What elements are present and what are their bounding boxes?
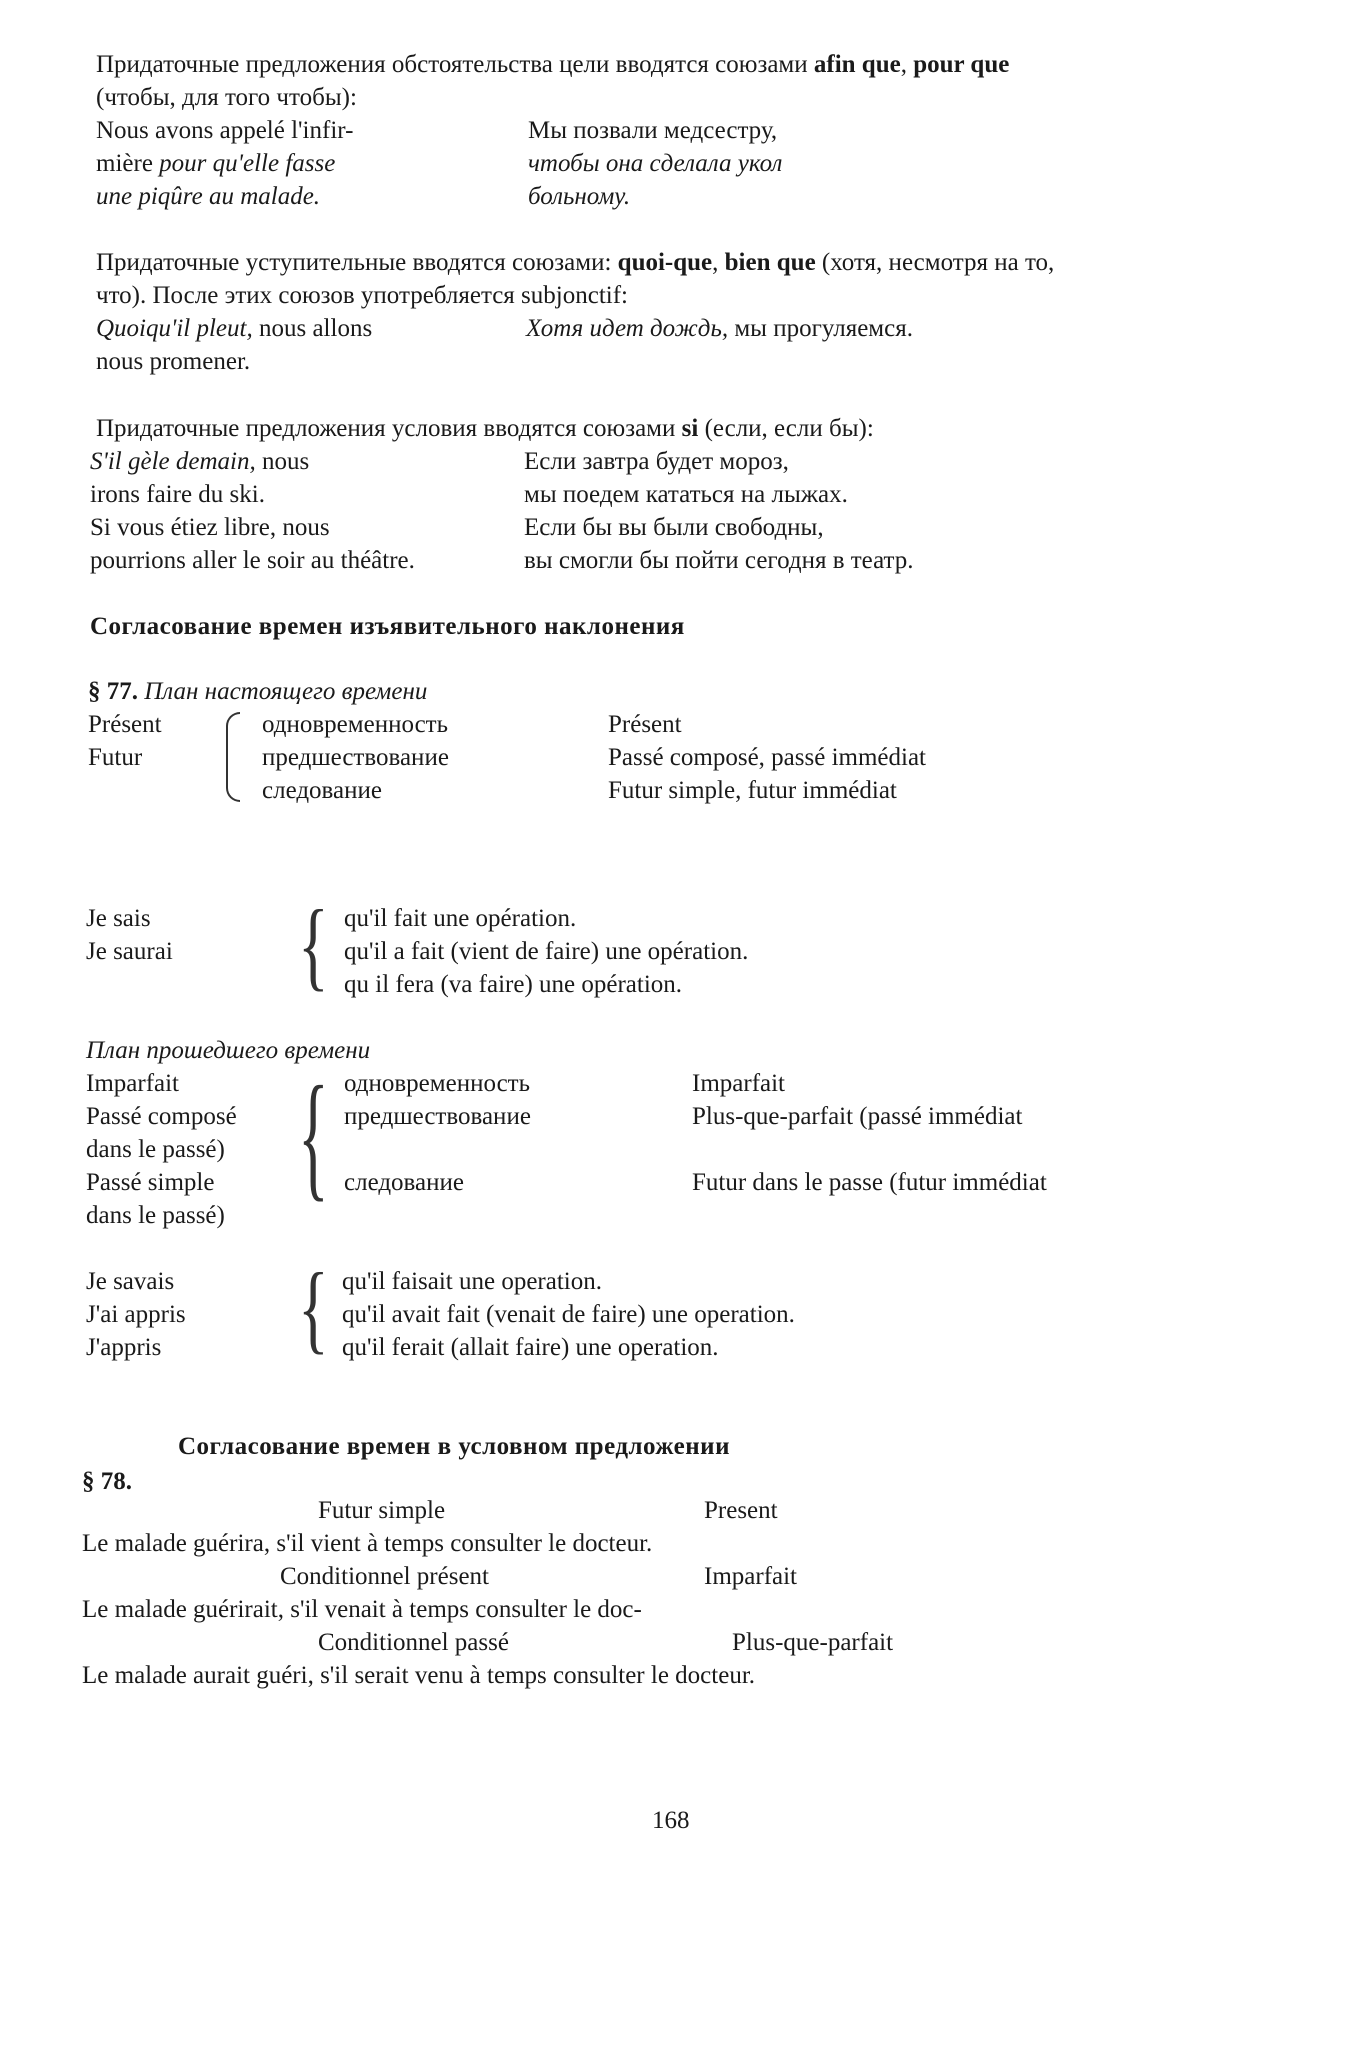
past-plan-title: План прошедшего времени <box>86 1037 371 1064</box>
present-left-2: Futur <box>88 744 143 771</box>
section-77-title <box>88 675 427 708</box>
condition-fr-2: irons faire du ski. <box>90 481 265 508</box>
example2-right-1: qu'il faisait une operation. <box>342 1268 602 1295</box>
concessive-fr-2: nous promener. <box>96 348 251 375</box>
section-78-number: § 78. <box>82 1468 132 1495</box>
row3-label-a: Conditionnel passé <box>318 1629 509 1656</box>
purpose-ru-1: Мы позвали медсестру, <box>528 117 778 144</box>
present-right-1: Présent <box>608 711 682 738</box>
example1-right-2: qu'il a fait (vient de faire) une opération. <box>344 938 749 965</box>
row3-sentence: Le malade aurait guéri, s'il serait venu à temps consulter le docteur. <box>82 1662 756 1689</box>
page-number: 168 <box>652 1807 690 1834</box>
curly-brace: { <box>298 1252 329 1363</box>
example2-right-2: qu'il avait fait (venait de faire) une operation. <box>342 1301 795 1328</box>
condition-ru-4: вы смогли бы пойти сегодня в театр. <box>524 547 914 574</box>
conj-quoique: quoi-que <box>617 249 713 276</box>
condition-fr-1b: nous <box>255 448 310 475</box>
square-bracket <box>226 712 240 802</box>
past-right-3: Futur dans le passe (futur immédiat <box>692 1169 1047 1196</box>
purpose-line2: (чтобы, для того чтобы): <box>96 84 357 111</box>
purpose-fr-2 <box>96 147 335 180</box>
past-mid-1: одновременность <box>344 1070 530 1097</box>
agreement-heading: Согласование времен изъявительного наклонения <box>90 613 685 640</box>
concessive-intro-text: Придаточные уступительные вводятся союзами: <box>96 249 612 276</box>
past-left-5: dans le passé) <box>86 1202 225 1229</box>
concessive-ru-1a: Хотя идет дождь, <box>526 315 729 342</box>
present-left-1: Présent <box>88 711 162 738</box>
conj-si: si <box>681 415 699 442</box>
purpose-fr-1: Nous avons appelé l'infir- <box>96 117 354 144</box>
purpose-fr-2b: pour qu'elle fasse <box>159 150 336 177</box>
row2-sentence: Le malade guérirait, s'il venait à temps consulter le doc- <box>82 1596 642 1623</box>
row2-label-a: Conditionnel présent <box>280 1563 489 1590</box>
concessive-fr-1 <box>96 312 372 345</box>
concessive-line2: что). После этих союзов употребляется subjonctif: <box>96 282 628 309</box>
present-mid-2: предшествование <box>262 744 449 771</box>
condition-intro-text: Придаточные предложения условия вводятся союзами <box>96 415 682 442</box>
condition-fr-1 <box>90 445 309 478</box>
example1-right-3: qu il fera (va faire) une opération. <box>344 971 683 998</box>
example1-right-1: qu'il fait une opération. <box>344 905 577 932</box>
condition-fr-1a: S'il gèle demain, <box>90 448 256 475</box>
past-mid-3: следование <box>344 1169 464 1196</box>
present-mid-3: следование <box>262 777 382 804</box>
example2-left-2: J'ai appris <box>86 1301 186 1328</box>
condition-ru-1: Если завтра будет мороз, <box>524 448 789 475</box>
concessive-fr-1b: nous allons <box>252 315 373 342</box>
concessive-ru-1b: мы прогуляемся. <box>728 315 913 342</box>
conj-pour-que: pour que <box>913 51 1010 78</box>
past-left-4: Passé simple <box>86 1169 215 1196</box>
present-mid-1: одновременность <box>262 711 448 738</box>
row1-sentence: Le malade guérira, s'il vient à temps consulter le docteur. <box>82 1530 653 1557</box>
concessive-intro-tail: (хотя, несмотря на то, <box>821 249 1055 276</box>
condition-ru-2: мы поедем кататься на лыжах. <box>524 481 848 508</box>
conj-bien-que: bien que <box>724 249 816 276</box>
concessive-intro <box>96 246 1276 279</box>
purpose-ru-2: чтобы она сделала укол <box>528 150 783 177</box>
past-right-2: Plus-que-parfait (passé immédiat <box>692 1103 1023 1130</box>
past-left-3: dans le passé) <box>86 1136 225 1163</box>
purpose-fr-2a: mière <box>96 150 160 177</box>
row3-label-b: Plus-que-parfait <box>732 1629 894 1656</box>
purpose-ru-3: больному. <box>528 183 631 210</box>
past-right-1: Imparfait <box>692 1070 786 1097</box>
present-right-2: Passé composé, passé immédiat <box>608 744 926 771</box>
concessive-fr-1a: Quoiqu'il pleut, <box>96 315 253 342</box>
condition-fr-3: Si vous étiez libre, nous <box>90 514 330 541</box>
concessive-ru-1 <box>526 312 913 345</box>
example1-left-1: Je sais <box>86 905 151 932</box>
section-77-subtitle: План настоящего времени <box>138 678 428 705</box>
present-right-3: Futur simple, futur immédiat <box>608 777 897 804</box>
row1-label-b: Present <box>704 1497 778 1524</box>
conj-afin-que: afin que <box>813 51 901 78</box>
purpose-intro-text: Придаточные предложения обстоятельства цели вводятся союзами <box>96 51 808 78</box>
example2-left-1: Je savais <box>86 1268 175 1295</box>
section-77-number: § 77. <box>88 678 138 705</box>
row1-label-a: Futur simple <box>318 1497 446 1524</box>
example2-left-3: J'appris <box>86 1334 162 1361</box>
condition-intro-tail: (если, если бы): <box>698 415 874 442</box>
sep: , <box>900 51 907 78</box>
curly-brace: { <box>298 889 329 1000</box>
condition-ru-3: Если бы вы были свободны, <box>524 514 824 541</box>
past-mid-2: предшествование <box>344 1103 531 1130</box>
condition-intro <box>96 412 874 445</box>
conditional-heading: Согласование времен в условном предложении <box>178 1433 730 1460</box>
past-left-1: Imparfait <box>86 1070 180 1097</box>
purpose-fr-3: une piqûre au malade. <box>96 183 321 210</box>
purpose-intro <box>96 48 1276 81</box>
row2-label-b: Imparfait <box>704 1563 798 1590</box>
condition-fr-4: pourrions aller le soir au théâtre. <box>90 547 415 574</box>
past-left-2: Passé composé <box>86 1103 237 1130</box>
example1-left-2: Je saurai <box>86 938 173 965</box>
curly-brace: { <box>298 1057 329 1214</box>
sep: , <box>712 249 719 276</box>
example2-right-3: qu'il ferait (allait faire) une operation. <box>342 1334 719 1361</box>
